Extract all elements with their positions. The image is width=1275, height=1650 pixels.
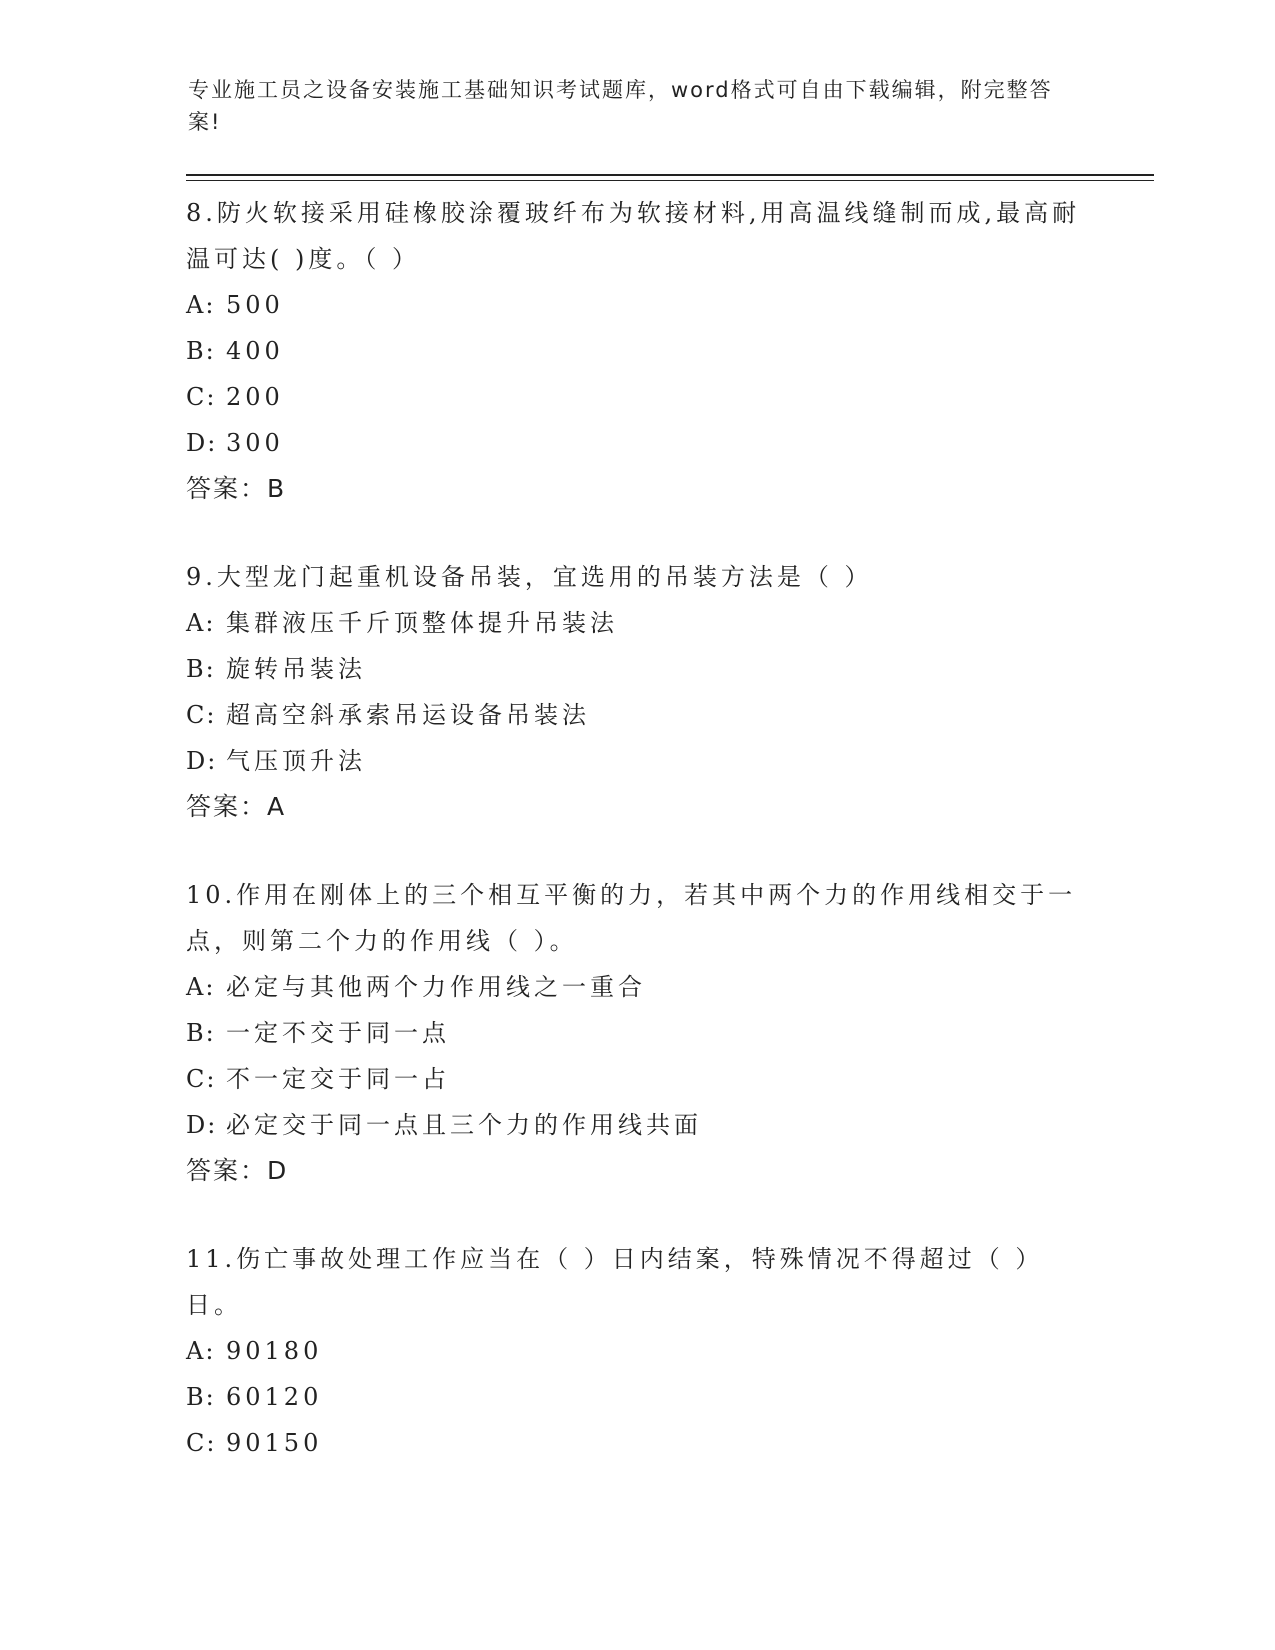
option-text: 必定与其他两个力作用线之一重合 <box>226 973 646 1001</box>
option-d <box>186 420 1086 466</box>
question-list <box>186 190 1086 1508</box>
question-stem: 11.伤亡事故处理工作应当在（ ）日内结案，特殊情况不得超过（ ）日。 <box>186 1245 1044 1319</box>
option-d <box>186 738 1086 784</box>
option-b <box>186 1374 1086 1420</box>
option-b <box>186 328 1086 374</box>
option-text: 不一定交于同一占 <box>226 1065 450 1093</box>
document-header: 专业施工员之设备安装施工基础知识考试题库，word格式可自由下载编辑，附完整答案! <box>188 78 1053 134</box>
option-text: 200 <box>226 383 284 411</box>
option-text: 90150 <box>226 1429 323 1457</box>
question-8 <box>186 190 1086 512</box>
question-9 <box>186 554 1086 830</box>
option-letter: B: <box>186 655 216 683</box>
option-text: 500 <box>226 291 284 319</box>
header-divider-thick <box>186 174 1154 176</box>
option-letter: A: <box>186 1337 216 1365</box>
question-11 <box>186 1236 1086 1466</box>
question-stem: 8.防火软接采用硅橡胶涂覆玻纤布为软接材料,用高温线缝制而成,最高耐温可达( )度。（ ） <box>186 199 1081 273</box>
option-letter: D: <box>186 1111 218 1139</box>
option-text: 400 <box>226 337 284 365</box>
option-text: 一定不交于同一点 <box>226 1019 450 1047</box>
option-text: 60120 <box>226 1383 323 1411</box>
answer-line: 答案：A <box>186 792 287 821</box>
option-c <box>186 692 1086 738</box>
option-a <box>186 282 1086 328</box>
option-c <box>186 1056 1086 1102</box>
option-c <box>186 1420 1086 1466</box>
option-c <box>186 374 1086 420</box>
option-text: 旋转吊装法 <box>226 655 366 683</box>
option-a <box>186 1328 1086 1374</box>
option-letter: C: <box>186 383 217 411</box>
option-text: 必定交于同一点且三个力的作用线共面 <box>226 1111 702 1139</box>
question-stem: 10.作用在刚体上的三个相互平衡的力，若其中两个力的作用线相交于一点，则第二个力的作用线（ ）。 <box>186 881 1077 955</box>
option-letter: D: <box>186 747 218 775</box>
option-letter: B: <box>186 337 216 365</box>
option-letter: A: <box>186 609 216 637</box>
option-letter: A: <box>186 291 216 319</box>
option-letter: B: <box>186 1383 216 1411</box>
option-letter: C: <box>186 701 217 729</box>
answer-line: 答案：B <box>186 474 287 503</box>
question-10 <box>186 872 1086 1194</box>
answer-line: 答案：D <box>186 1156 289 1185</box>
option-text: 超高空斜承索吊运设备吊装法 <box>226 701 590 729</box>
option-a <box>186 600 1086 646</box>
option-d <box>186 1102 1086 1148</box>
option-b <box>186 1010 1086 1056</box>
option-letter: D: <box>186 429 218 457</box>
option-text: 气压顶升法 <box>226 747 366 775</box>
option-letter: C: <box>186 1429 217 1457</box>
option-letter: A: <box>186 973 216 1001</box>
option-b <box>186 646 1086 692</box>
option-a <box>186 964 1086 1010</box>
option-text: 集群液压千斤顶整体提升吊装法 <box>226 609 618 637</box>
option-text: 300 <box>226 429 284 457</box>
option-text: 90180 <box>226 1337 323 1365</box>
option-letter: B: <box>186 1019 216 1047</box>
question-stem: 9.大型龙门起重机设备吊装，宜选用的吊装方法是（ ） <box>186 563 873 591</box>
header-divider-thin <box>186 180 1154 181</box>
option-letter: C: <box>186 1065 217 1093</box>
